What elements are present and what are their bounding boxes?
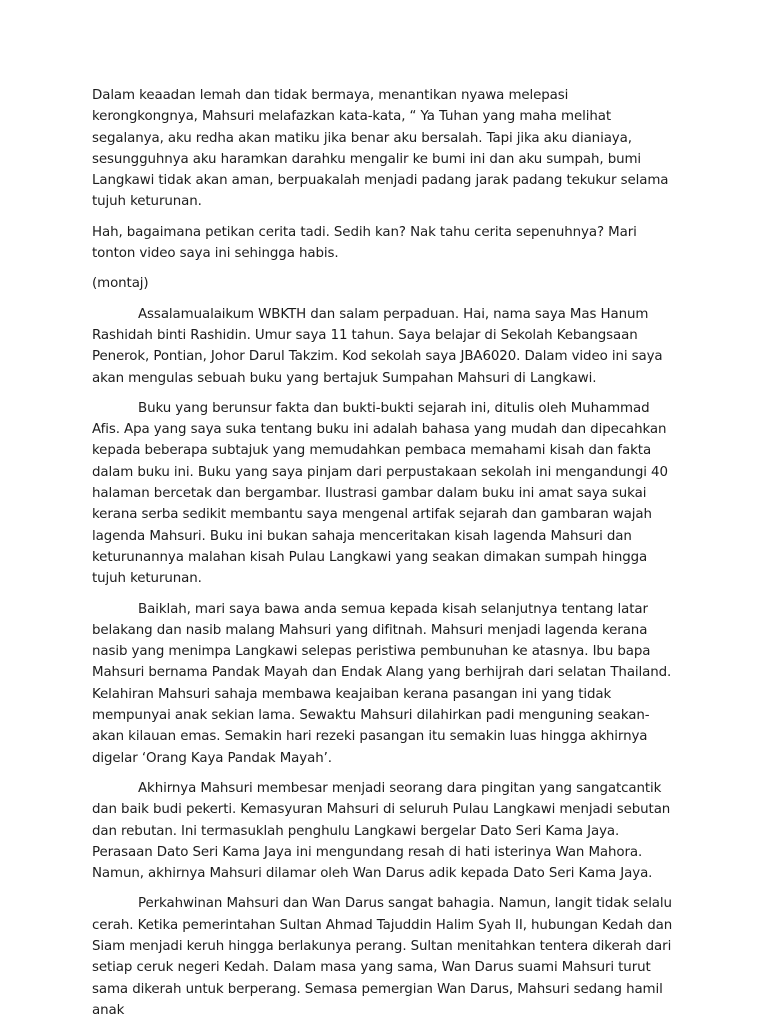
paragraph-8: Perkahwinan Mahsuri dan Wan Darus sangat bahagia. Namun, langit tidak selalu cerah. Ketika pemerintahan Sultan Ahmad Tajuddin Halim Syah II, hubungan Kedah dan Siam menjadi keruh hingga berlakunya perang. Sultan menitahkan tentera dikerah dari setiap ceruk negeri Kedah. Dalam masa yang sama, Wan Darus suami Mahsuri turut sama dikerah untuk berperang. Semasa pemergian Wan Darus, Mahsuri sedang hamil anak xyxy=(92,896,673,1018)
paragraph-1: Dalam keaadan lemah dan tidak bermaya, menantikan nyawa melepasi kerongkongnya, Mahsuri melafazkan kata-kata, “ Ya Tuhan yang maha melihat segalanya, aku redha akan matiku jika benar aku bersalah. Tapi jika aku dianiaya, sesungguhnya aku haramkan darahku mengalir ke bumi ini dan aku sumpah, bumi Langkawi tidak akan aman, berpuakalah menjadi padang jarak padang tekukur selama tujuh keturunan. xyxy=(92,88,669,210)
paragraph-5: Buku yang berunsur fakta dan bukti-bukti sejarah ini, ditulis oleh Muhammad Afis. Apa yang saya suka tentang buku ini adalah bahasa yang mudah dan dipecahkan kepada beberapa subtajuk yang memudahkan pembaca memahami kisah dan fakta dalam buku ini. Buku yang saya pinjam dari perpustakaan sekolah ini mengandungi 40 halaman bercetak dan bergambar. Ilustrasi gambar dalam buku ini amat saya sukai kerana serba sedikit membantu saya mengenal artifak sejarah dan gambaran wajah lagenda Mahsuri. Buku ini bukan sahaja menceritakan kisah lagenda Mahsuri dan keturunannya malahan kisah Pulau Langkawi yang seakan dimakan sumpah hingga tujuh keturunan. xyxy=(92,400,668,587)
paragraph-3: (montaj) xyxy=(92,276,149,292)
paragraph-6: Baiklah, mari saya bawa anda semua kepada kisah selanjutnya tentang latar belakang dan nasib malang Mahsuri yang difitnah. Mahsuri menjadi lagenda kerana nasib yang menimpa Langkawi selepas peristiwa pembunuhan ke atasnya. Ibu bapa Mahsuri bernama Pandak Mayah dan Endak Alang yang berhijrah dari selatan Thailand. Kelahiran Mahsuri sahaja membawa keajaiban kerana pasangan ini yang tidak mempunyai anak sekian lama. Sewaktu Mahsuri dilahirkan padi menguning seakan-akan kilauan emas. Semakin hari rezeki pasangan itu semakin luas hingga akhirnya digelar ‘Orang Kaya Pandak Mayah’. xyxy=(92,601,672,766)
paragraph-7: Akhirnya Mahsuri membesar menjadi seorang dara pingitan yang sangatcantik dan baik budi pekerti. Kemasyuran Mahsuri di seluruh Pulau Langkawi menjadi sebutan dan rebutan. Ini termasuklah penghulu Langkawi bergelar Dato Seri Kama Jaya. Perasaan Dato Seri Kama Jaya ini mengundang resah di hati isterinya Wan Mahora. Namun, akhirnya Mahsuri dilamar oleh Wan Darus adik kepada Dato Seri Kama Jaya. xyxy=(92,780,671,882)
paragraph-2: Hah, bagaimana petikan cerita tadi. Sedih kan? Nak tahu cerita sepenuhnya? Mari tonton video saya ini sehingga habis. xyxy=(92,224,637,262)
paragraph-4: Assalamualaikum WBKTH dan salam perpaduan. Hai, nama saya Mas Hanum Rashidah binti Rashidin. Umur saya 11 tahun. Saya belajar di Sekolah Kebangsaan Penerok, Pontian, Johor Darul Takzim. Kod sekolah saya JBA6020. Dalam video ini saya akan mengulas sebuah buku yang bertajuk Sumpahan Mahsuri di Langkawi. xyxy=(92,306,663,386)
